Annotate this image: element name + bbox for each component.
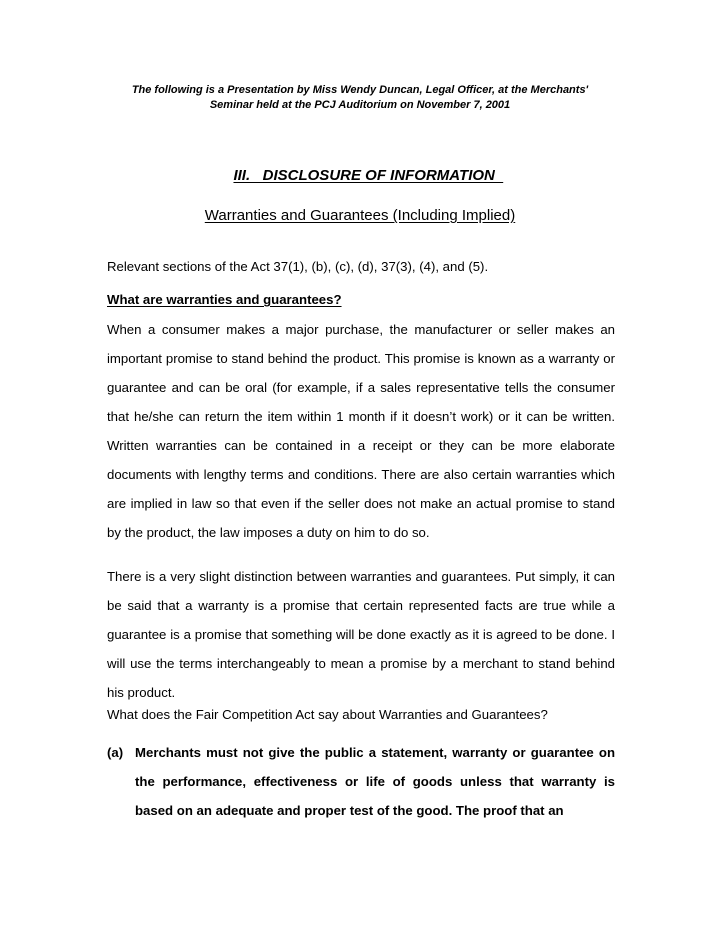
subsection-heading bbox=[0, 207, 720, 224]
relevant-sections: Relevant sections of the Act 37(1), (b), (c), (d), 37(3), (4), and (5). bbox=[107, 259, 489, 274]
warranties-question-heading: What are warranties and guarantees? bbox=[107, 292, 342, 307]
fair-competition-question: What does the Fair Competition Act say about Warranties and Guarantees? bbox=[107, 707, 548, 722]
item-a-text: Merchants must not give the public a statement, warranty or guarantee on the performance, effectiveness or life of goods unless that warranty is based on an adequate and proper test of the good. The proof that an bbox=[135, 745, 615, 818]
paragraph-distinction: There is a very slight distinction between warranties and guarantees. Put simply, it can be said that a warranty is a promise that certain represented facts are true while a guarantee is a promise that something will be done exactly as it is agreed to be done. I will use the terms interchangeably to mean a promise by a merchant to stand behind his product. bbox=[107, 569, 615, 700]
intro-line-2: Seminar held at the PCJ Auditorium on November 7, 2001 bbox=[209, 99, 511, 111]
paragraph-warranties-definition: When a consumer makes a major purchase, the manufacturer or seller makes an important promise to stand behind the product. This promise is known as a warranty or guarantee and can be oral (for example, if a sales representative tells the consumer that he/she can return the item within 1 month if it doesn’t work) or it can be written. Written warranties can be contained in a receipt or they can be more elaborate documents with lengthy terms and conditions. There are also certain warranties which are implied in law so that even if the seller does not make an actual promise to stand by the product, the law imposes a duty on him to do so. bbox=[107, 322, 615, 540]
section-heading-text: III. DISCLOSURE OF INFORMATION bbox=[233, 167, 504, 184]
subsection-heading-text: Warranties and Guarantees (Including Implied) bbox=[204, 207, 516, 224]
section-heading bbox=[0, 150, 720, 201]
item-a-label: (a) bbox=[107, 745, 124, 760]
intro-line-1: The following is a Presentation by Miss Wendy Duncan, Legal Officer, at the Merchants' bbox=[131, 84, 589, 96]
